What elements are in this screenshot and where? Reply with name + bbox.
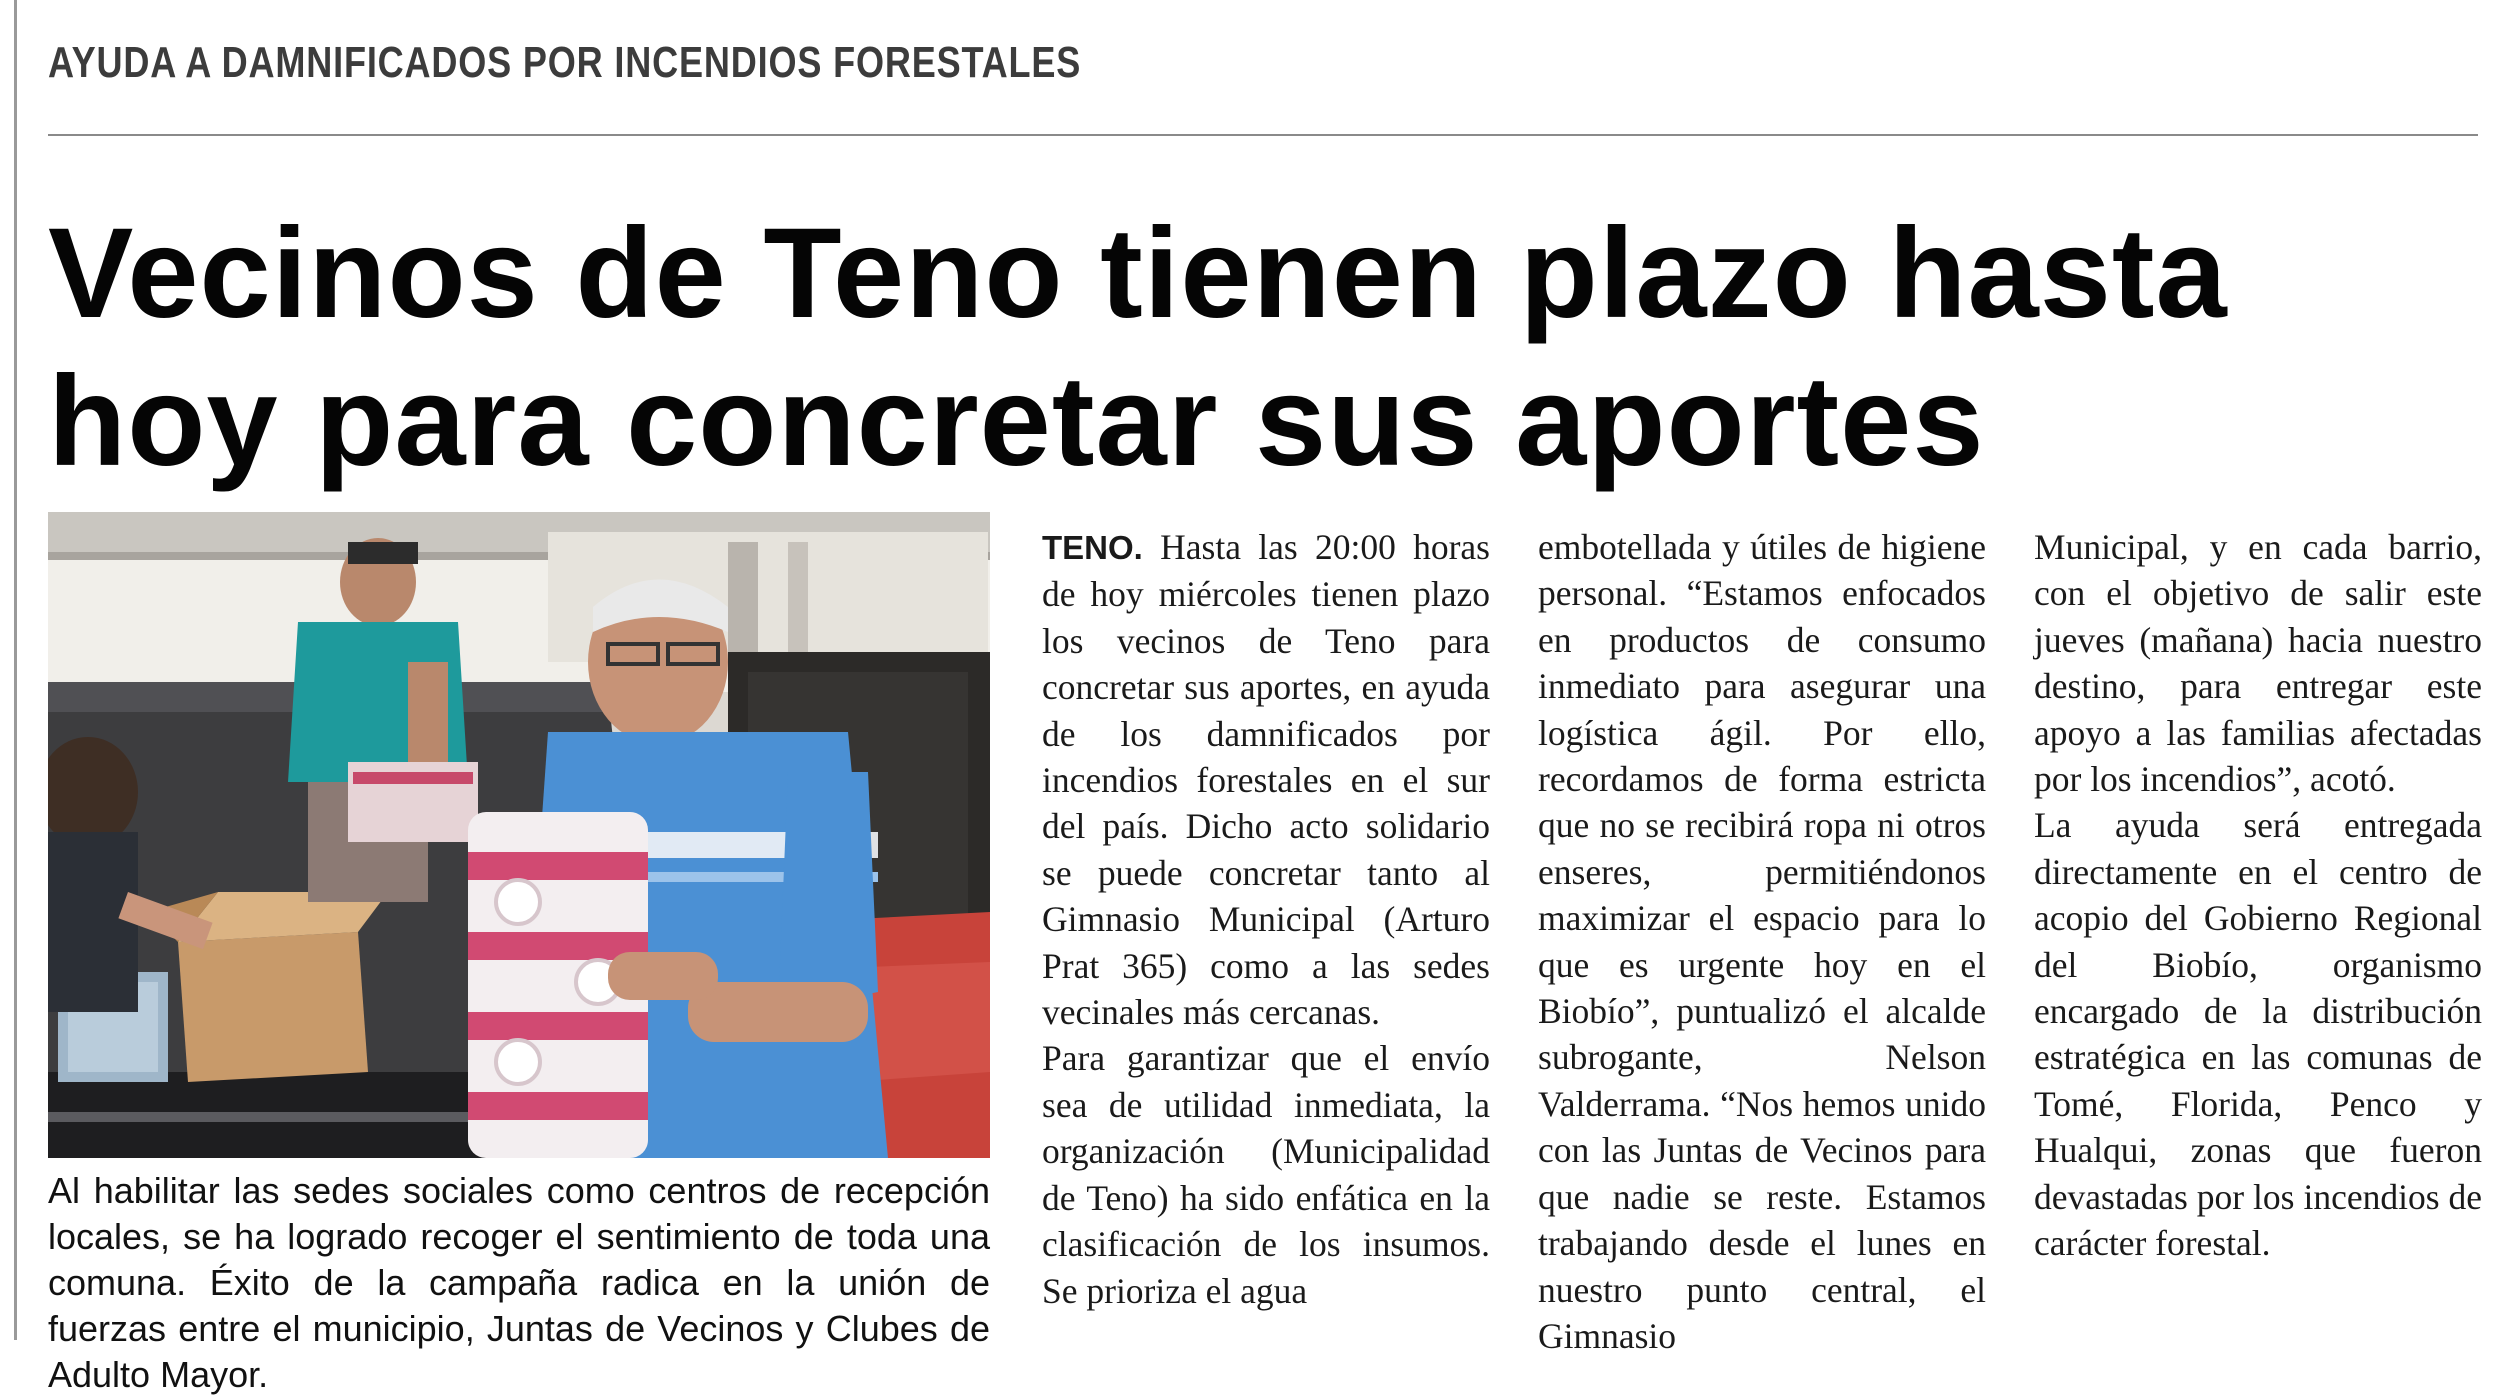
article-paragraph: Para garantizar que el envío sea de utilidad inmediata, la organización (Municipalidad de Teno) ha sido enfática en la clasificación de los insumos. Se prioriza el agua xyxy=(1042,1038,1490,1311)
dateline: TENO. xyxy=(1042,529,1143,566)
article-text: Hasta las 20:00 horas de hoy miércoles tienen plazo los vecinos de Teno para concretar sus aportes, en ayuda de los damnificados por incendios forestales en el sur del país. Dicho acto solidario se puede concretar tanto al Gimnasio Municipal (Arturo Prat 365) como a las sedes vecinales más cercanas. xyxy=(1042,527,1490,1033)
section-kicker: AYUDA A DAMNIFICADOS POR INCENDIOS FORESTALES xyxy=(48,38,1082,87)
photo-caption: Al habilitar las sedes sociales como centros de recepción locales, se ha logrado recoger el sentimiento de toda una comuna. Éxito de la campaña radica en la unión de fuerzas entre el municipio, Juntas de Vecinos y Clubes de Adulto Mayor. xyxy=(48,1170,990,1395)
column-rule xyxy=(14,0,17,1340)
kicker-divider xyxy=(48,134,2478,136)
news-photo xyxy=(48,512,990,1158)
article-paragraph: embotellada y útiles de higiene personal. “Estamos enfocados en productos de consumo inmediato para asegurar una logística ágil. Por ello, recordamos de forma estricta que no se recibirá ropa ni otros enseres, permitiéndonos maximizar el espacio para lo que es urgente hoy en el Biobío”, puntualizó el alcalde subrogante, Nelson Valderrama. “Nos hemos unido con las Juntas de Vecinos para que nadie se reste. Estamos trabajando desde el lunes en nuestro punto central, el Gimnasio xyxy=(1538,527,1986,1356)
headline-line-2: hoy para concretar sus aportes xyxy=(48,350,1985,493)
article-column-2 xyxy=(1538,524,1986,1359)
article-paragraph xyxy=(1042,524,1490,1035)
article-paragraph: Municipal, y en cada barrio, con el objetivo de salir este jueves (mañana) hacia nuestro destino, para entregar este apoyo a las familias afectadas por los incendios”, acotó. xyxy=(2034,527,2482,800)
article-column-3 xyxy=(2034,524,2482,1267)
headline-line-1: Vecinos de Teno tienen plazo hasta xyxy=(48,202,2228,345)
article-column-1 xyxy=(1042,524,1490,1314)
article-paragraph: La ayuda será entregada directamente en el centro de acopio del Gobierno Regional del Biobío, organismo encargado de la distribución estratégica en las comunas de Tomé, Florida, Penco y Hualqui, zonas que fueron devastadas por los incendios de carácter forestal. xyxy=(2034,805,2482,1264)
headline xyxy=(48,200,2488,496)
